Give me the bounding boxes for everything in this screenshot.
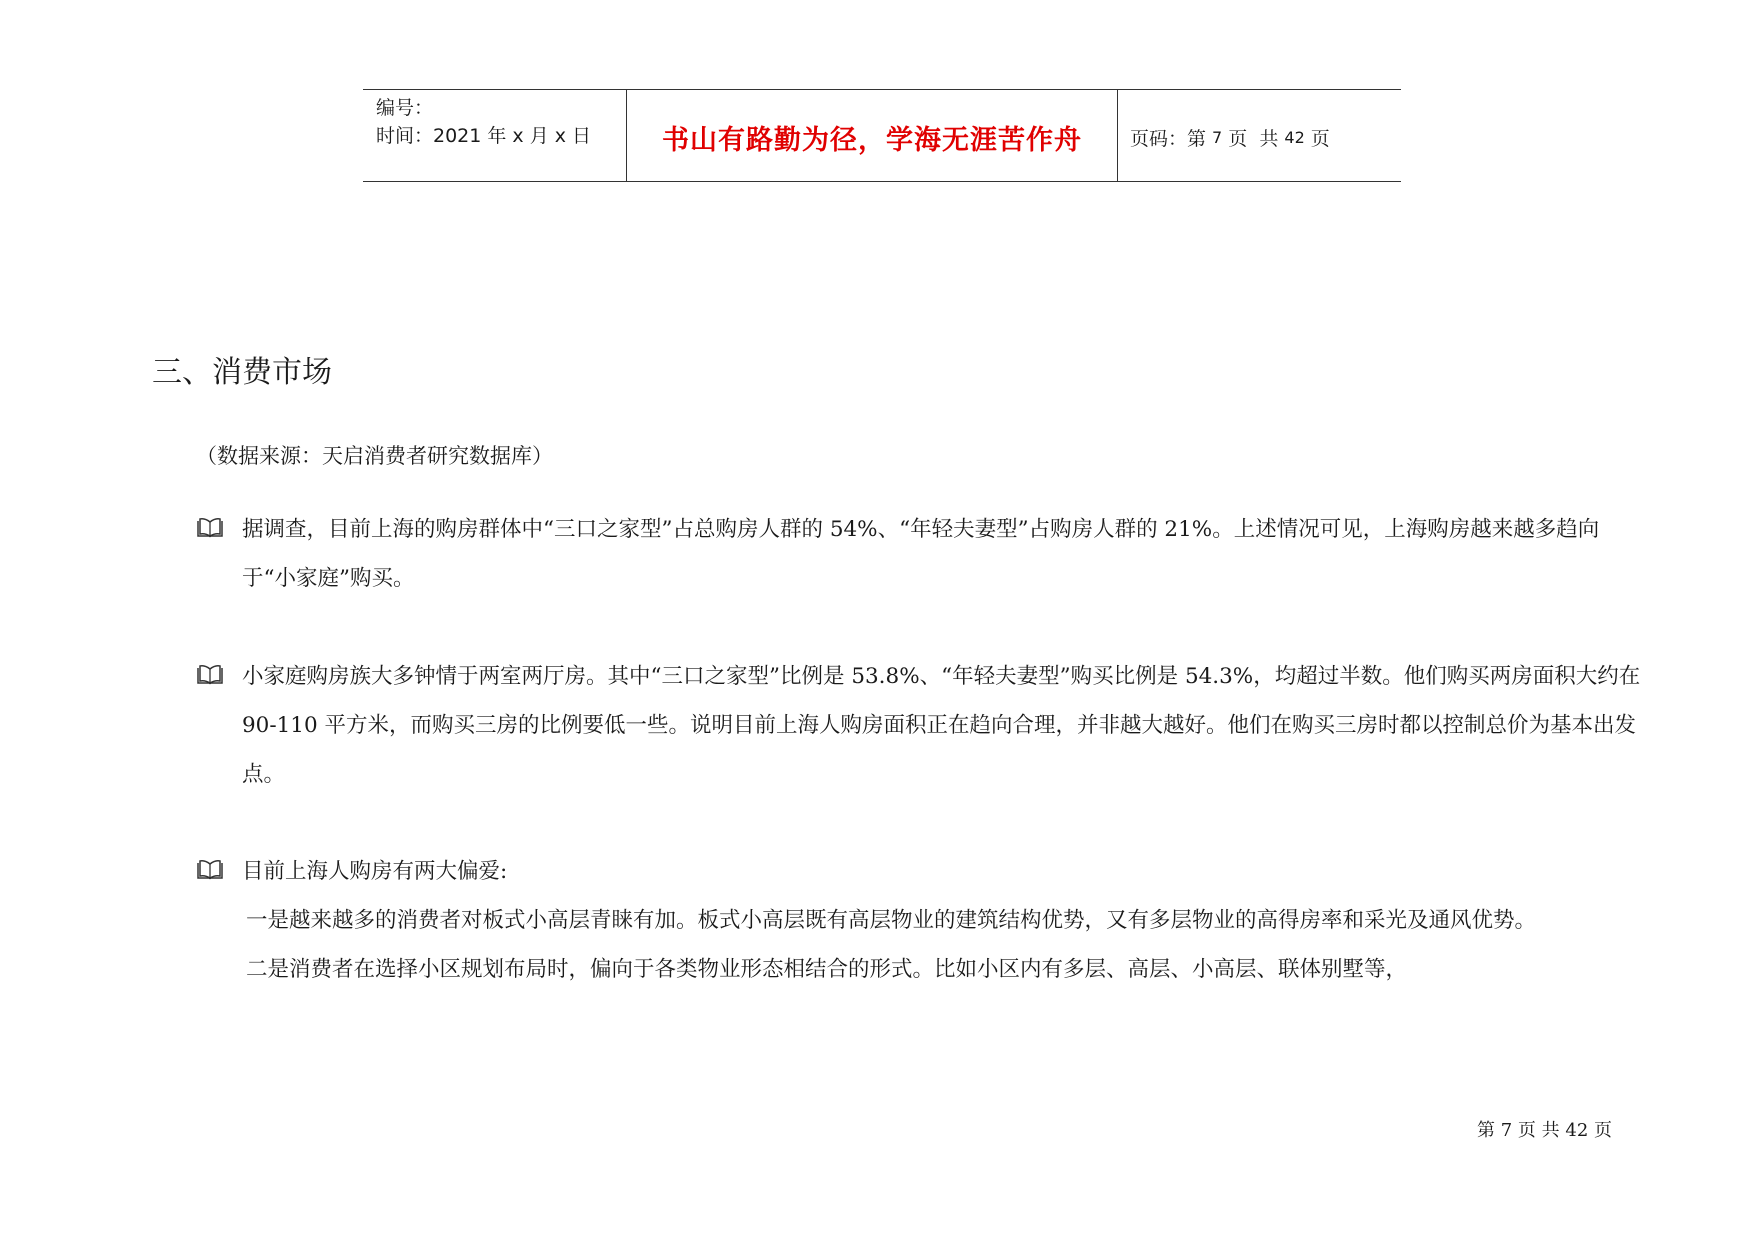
page-total: 42 (1284, 128, 1305, 147)
list-item: 二是消费者在选择小区规划布局时，偏向于各类物业形态相结合的形式。比如小区内有多层、高层、小高层、联体别墅等， (246, 957, 1408, 982)
header-motto-cell (627, 90, 1118, 181)
document-date: 时间：2021 年 x 月 x 日 (376, 125, 592, 147)
paragraph (196, 847, 1646, 994)
page-mid: 页 共 (1222, 128, 1285, 150)
header-page-number (1118, 90, 1401, 181)
page-prefix: 页码：第 (1130, 128, 1213, 150)
data-source-note: （数据来源：天启消费者研究数据库） (196, 444, 553, 468)
motto: 书山有路勤为径，学海无涯苦作舟 (662, 125, 1082, 156)
section-title: 三、消费市场 (152, 355, 332, 390)
book-icon (196, 664, 224, 686)
page-suffix: 页 (1304, 128, 1330, 150)
document-header (363, 89, 1401, 182)
header-meta (363, 90, 627, 181)
list-item: 一是越来越多的消费者对板式小高层青睐有加。板式小高层既有高层物业的建筑结构优势，又有多层物业的高得房率和采光及通风优势。 (246, 908, 1537, 933)
document-number-label: 编号： (376, 97, 434, 119)
paragraph (196, 652, 1646, 799)
paragraph-text: 目前上海人购房有两大偏爱: (242, 859, 508, 884)
book-icon (196, 859, 224, 881)
footer-page-number: 第 7 页 共 42 页 (1477, 1120, 1612, 1141)
paragraph-text: 小家庭购房族大多钟情于两室两厅房。其中“三口之家型”比例是 53.8%、“年轻夫妻型”购买比例是 54.3%，均超过半数。他们购买两房面积大约在 90-110 平方米，而购买三房的比例要低一些。说明目前上海人购房面积正在趋向合理，并非越大越好。他们在购买三房时都以控制总价为基本出发点。 (242, 664, 1641, 787)
page-current: 7 (1212, 128, 1223, 147)
paragraph-text: 据调查，目前上海的购房群体中“三口之家型”占总购房人群的 54%、“年轻夫妻型”占购房人群的 21%。上述情况可见，上海购房越来越多趋向于“小家庭”购买。 (242, 517, 1600, 591)
paragraph (196, 505, 1646, 603)
book-icon (196, 517, 224, 539)
